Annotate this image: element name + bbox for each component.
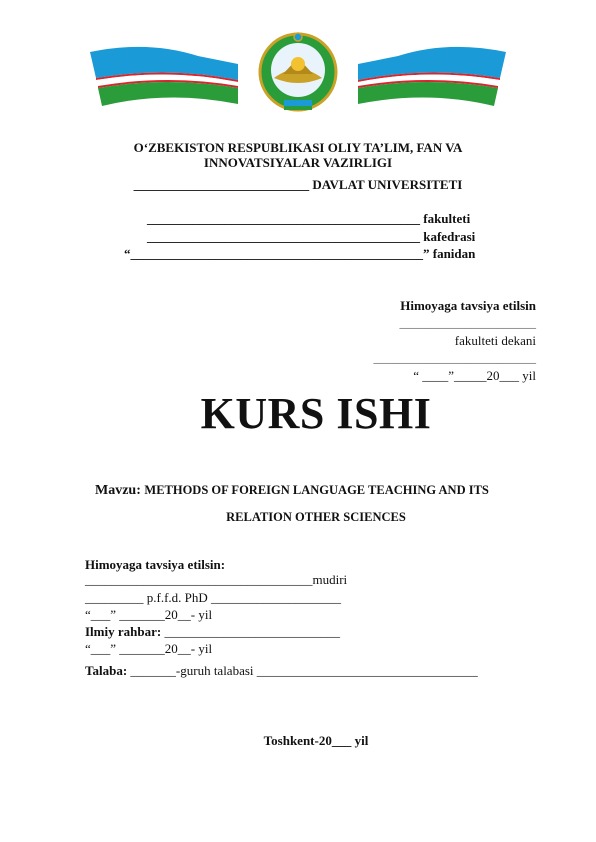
- topic-text-1: METHODS OF FOREIGN LANGUAGE TEACHING AND ITS: [144, 483, 489, 497]
- dean-label: fakulteti dekani: [454, 333, 536, 348]
- approval-title-top: Himoyaga tavsiya etilsin: [400, 298, 536, 313]
- department-head-line: ___________________________________mudiri: [85, 572, 348, 587]
- student-label: Talaba:: [85, 663, 128, 678]
- emblem-banner: [88, 30, 508, 112]
- approval-title-bottom: Himoyaga tavsiya etilsin:: [85, 557, 226, 572]
- student-line: [85, 663, 478, 679]
- dean-signature-line: _________________________: [373, 350, 536, 365]
- advisor-line: [85, 624, 340, 640]
- topic-line-1: [95, 483, 489, 499]
- date-line-2: “___” _______20__- yil: [85, 641, 213, 656]
- approval-date: “ ____”_____20___ yil: [413, 368, 536, 383]
- approval-signature-line: _____________________: [399, 315, 536, 330]
- phd-line: _________ p.f.f.d. PhD ____________________: [85, 590, 342, 605]
- advisor-label: Ilmiy rahbar:: [85, 624, 162, 639]
- ministry-line-2: INNOVATSIYALAR VAZIRLIGI: [203, 155, 393, 170]
- university-line: ___________________________ DAVLAT UNIVERSITETI: [133, 177, 463, 192]
- faculty-line: __________________________________________ fakulteti: [147, 211, 471, 226]
- subject-line: “_____________________________________________” fanidan: [124, 246, 476, 261]
- topic-line-2: RELATION OTHER SCIENCES: [226, 510, 406, 524]
- ministry-line-1: O‘ZBEKISTON RESPUBLIKASI OLIY TA’LIM, FAN VA: [133, 140, 463, 155]
- date-line-1: “___” _______20__- yil: [85, 607, 213, 622]
- department-line: __________________________________________ kafedrasi: [147, 229, 476, 244]
- uzbekistan-emblem-icon: [88, 30, 508, 112]
- topic-label: Mavzu:: [95, 483, 141, 498]
- city-year: Toshkent-20___ yil: [263, 733, 369, 748]
- advisor-blank: ___________________________: [161, 624, 340, 639]
- document-title: KURS ISHI: [200, 389, 432, 438]
- student-blank: _______-guruh talabasi __________________________________: [127, 663, 478, 678]
